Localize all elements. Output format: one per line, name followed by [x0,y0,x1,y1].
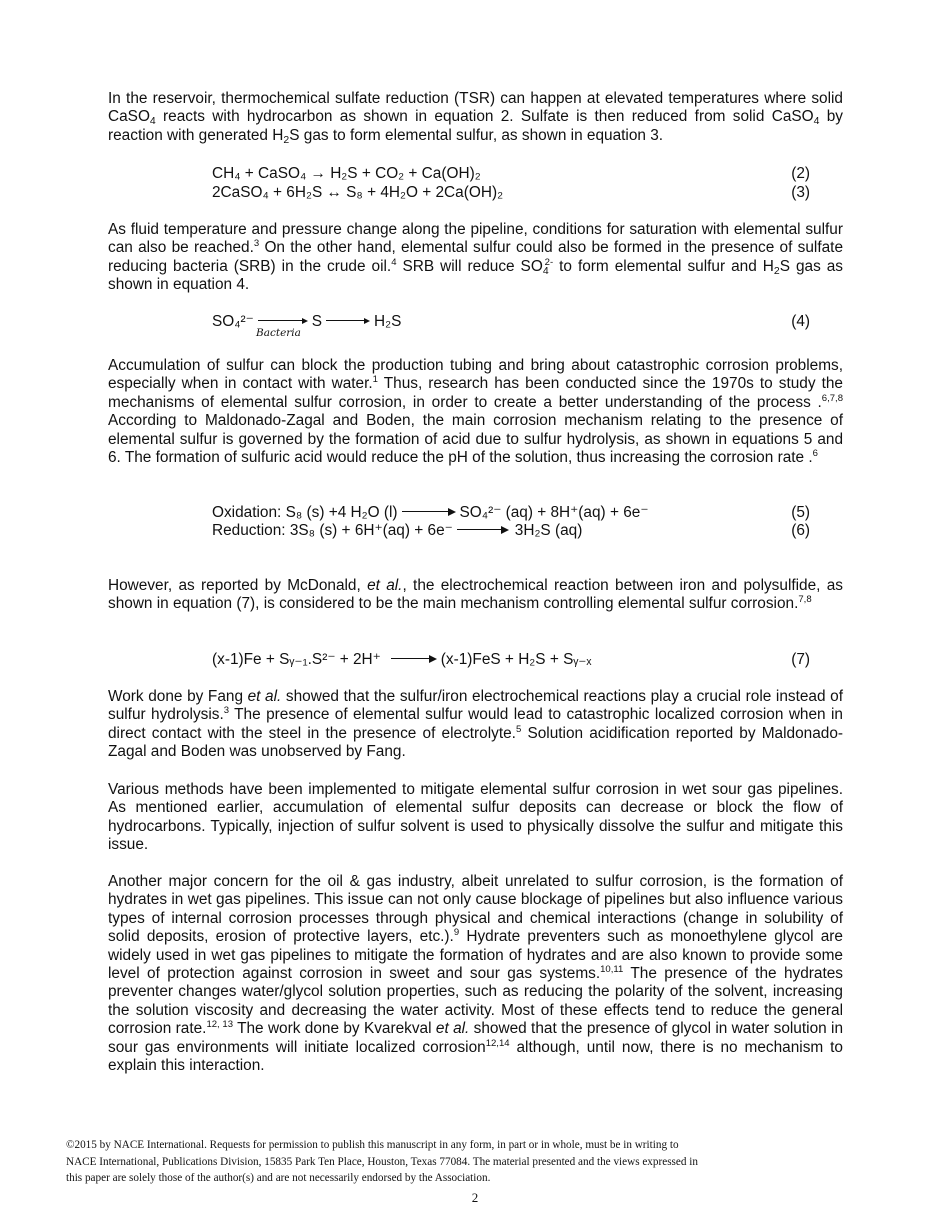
footer-line-1: ©2015 by NACE International. Requests for permission to publish this manuscript in any form, in part or in whole, must be in writing to [66,1139,679,1151]
equation-3 [212,184,810,203]
equation-7-reactants: (x-1)Fe + Sᵧ₋₁.S²⁻ + 2H⁺ [212,651,381,668]
paragraph-tsr: In the reservoir, thermochemical sulfate reduction (TSR) can happen at elevated temperatures where solid CaSO$_4$ reacts with hydrocarbon as shown in equation 2. Sulfate is then reduced from solid CaSO$_4$ by reaction with generated $H_2S$ gas to form elemental sulfur, as shown in equation 3. [108,90,843,146]
equation-2 [212,165,810,184]
equation-4-number: (4) [791,313,810,330]
reaction-arrow-icon [326,316,370,326]
paragraph-saturation: As fluid temperature and pressure change along the pipeline, conditions for saturation with elemental sulfur can also be reached.$^3$ On the other hand, elemental sulfur could also be formed in the presence of sulfate reducing bacteria (SRB) in the crude oil.$^4$ SRB will reduce $SO_4^{2-}$ to form elemental sulfur and $H_2S$ gas as shown in equation 4. [108,221,844,294]
reaction-arrow-icon [391,654,437,664]
page-number: 2 [471,1190,479,1205]
equation-6-reactants: Reduction: 3S₈ (s) + 6H⁺(aq) + 6e⁻ [212,522,453,539]
equation-6-products: 3H₂S (aq) [514,522,583,539]
paragraph-fang: Work done by Fang et al. showed that the sulfur/iron electrochemical reactions play a crucial role instead of sulfur hydrolysis.$^3$ The presence of elemental sulfur would lead to catastrophic localized corrosion when in direct contact with the steel in the presence of electrolyte.$^5$ Solution acidification reported by Maldonado-Zagal and Boden was unobserved by Fang. [108,688,843,761]
equation-3-number: (3) [791,184,810,201]
paragraph-mcdonald: However, as reported by McDonald, et al., the electrochemical reaction between iron and polysulfide, as shown in equation (7), is considered to be the main mechanism controlling elemental sulfur corrosion.$^{7,8}$ [108,577,844,613]
footer-line-3: this paper are solely those of the author(s) and are not necessarily endorsed by the Association. [66,1172,491,1185]
paragraph-accumulation: Accumulation of sulfur can block the production tubing and bring about catastrophic corrosion problems, especially when in contact with water.$^1$ Thus, research has been conducted since the 1970s to study the mechanisms of elemental sulfur corrosion, in order to create a better understanding of the process .$^{6,7,8}$ According to Maldonado-Zagal and Boden, the main corrosion mechanism relating to the presence of elemental sulfur is governed by the formation of acid due to sulfur hydrolysis, as shown in equations 5 and 6. The formation of sulfuric acid would reduce the pH of the solution, thus increasing the corrosion rate .$^6$ [108,357,843,467]
equation-5 [212,504,810,523]
equation-4-catalyst-label: Bacteria [256,327,301,339]
equation-4-intermediate: S [311,313,323,330]
equation-3-text: 2CaSO₄ + 6H₂S ↔ S₈ + 4H₂O + 2Ca(OH)₂ [212,184,504,201]
equation-5-reactants: Oxidation: S₈ (s) +4 H₂O (l) [212,504,398,521]
footer-line-2: NACE International, Publications Division, 15835 Park Ten Place, Houston, Texas 77084. The material presented and the views expressed in [66,1155,698,1168]
equation-5-number: (5) [791,504,810,521]
equation-7-products: (x-1)FeS + H₂S + Sᵧ₋ₓ [440,651,592,668]
reaction-arrow-icon [402,507,456,517]
equation-4-product: H₂S [374,313,402,330]
paragraph-mitigation: Various methods have been implemented to mitigate elemental sulfur corrosion in wet sour gas pipelines. As mentioned earlier, accumulation of elemental sulfur deposits can decrease or block the flow of hydrocarbons. Typically, injection of sulfur solvent is used to physically dissolve the sulfur and mitigate this issue. [108,781,843,854]
reaction-arrow-icon [258,316,308,326]
copyright-footer [66,1137,826,1187]
reaction-arrow-icon [457,525,509,535]
paragraph-hydrates: Another major concern for the oil & gas industry, albeit unrelated to sulfur corrosion, is the formation of hydrates in wet gas pipelines. This issue can not only cause blockage of pipelines but also influence various types of internal corrosion processes through physical and chemical interactions (change in solubility of solid deposits, erosion of protective layers, etc.).$^9$ Hydrate preventers such as monoethylene glycol are widely used in wet gas pipelines to mitigate the formation of hydrates and are also known to provide some level of protection against corrosion in sweet and sour gas systems.$^{10,11}$ The presence of the hydrates preventer changes water/glycol solution properties, such as reducing the polarity of the solvent, increasing the solution viscosity and decreasing the water activity. Most of these effects tend to reduce the general corrosion rate.$^{12, 13}$ The work done by Kvarekval et al. showed that the presence of glycol in water solution in sour gas environments will initiate localized corrosion$^{12,14}$ although, until now, there is no mechanism to explain this interaction. [108,873,844,1075]
equation-2-number: (2) [791,165,810,182]
equation-4 [212,313,810,332]
equation-7-number: (7) [791,651,810,668]
equation-5-products: SO₄²⁻ (aq) + 8H⁺(aq) + 6e⁻ [459,504,649,521]
equation-7 [212,651,810,670]
equation-6-number: (6) [791,522,810,539]
equation-4-reactant: SO₄²⁻ [212,313,254,330]
equation-6 [212,522,810,541]
equation-2-text: CH₄ + CaSO₄ → H₂S + CO₂ + Ca(OH)₂ [212,165,481,182]
